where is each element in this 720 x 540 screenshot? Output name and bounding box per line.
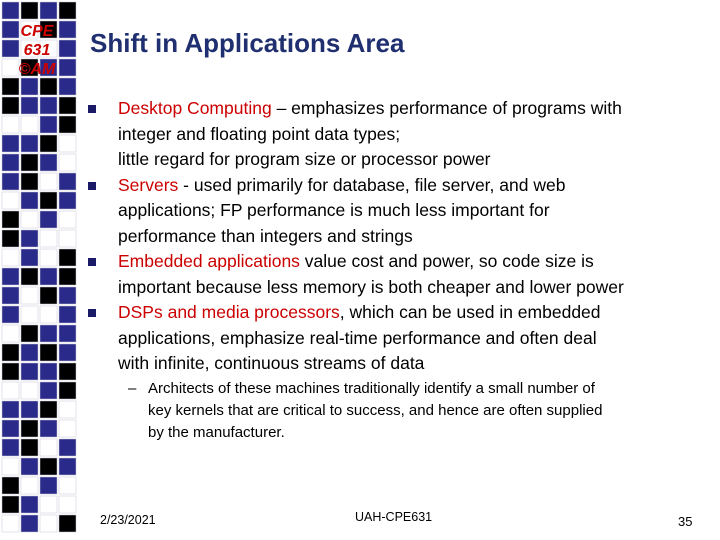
strip-square [2,78,19,95]
strip-square [40,268,57,285]
strip-square [21,211,38,228]
strip-square [59,135,76,152]
strip-square [2,173,19,190]
strip-square [21,458,38,475]
page-number: 35 [678,514,693,529]
strip-square [21,382,38,399]
strip-square [40,78,57,95]
sub-bullet-line: Architects of these machines traditionally identify a small number of [148,380,595,397]
bullet-item-desktop [88,96,708,173]
strip-square [21,420,38,437]
strip-square [21,173,38,190]
strip-square [21,401,38,418]
strip-square [2,382,19,399]
strip-square [40,344,57,361]
strip-square [59,173,76,190]
bullet-text: value cost and power, so code size is [299,251,594,271]
bullet-term: Servers [118,174,179,195]
strip-square [2,363,19,380]
strip-square [21,344,38,361]
strip-square [2,211,19,228]
strip-square [2,477,19,494]
strip-square [59,249,76,266]
strip-square [40,477,57,494]
strip-square [21,477,38,494]
bullet-text: , which can be used in embedded [339,302,601,322]
bullet-text: – emphasizes performance of programs with [271,98,622,118]
strip-square [21,116,38,133]
logo-line-2: 631 [23,42,51,59]
strip-square [59,420,76,437]
strip-square [21,230,38,247]
strip-square [2,439,19,456]
strip-square [59,2,76,19]
strip-square [2,97,19,114]
decorative-square-strip [0,0,80,540]
slide-title: Shift in Applications Area [90,28,405,58]
strip-square [59,116,76,133]
strip-square [59,306,76,323]
strip-square [2,401,19,418]
strip-square [2,344,19,361]
strip-square [2,515,19,532]
sub-bullet-line: by the manufacturer. [148,424,285,441]
strip-square [59,325,76,342]
strip-square [59,287,76,304]
strip-square [21,287,38,304]
bullet-text: applications, emphasize real-time performance and often deal [118,327,597,348]
bullet-text: - used primarily for database, file server, and web [178,174,566,195]
strip-square [21,78,38,95]
strip-square [40,211,57,228]
strip-square [21,515,38,532]
bullet-square-icon [88,258,96,266]
strip-square [59,192,76,209]
logo-line-1: CPE [20,23,54,40]
strip-square [2,154,19,171]
strip-square [40,116,57,133]
strip-square [21,2,38,19]
strip-square [21,306,38,323]
strip-square [40,2,57,19]
bullet-square-icon [88,182,96,190]
strip-square [21,268,38,285]
strip-square [2,268,19,285]
bullet-item-dsps [88,300,708,377]
strip-square [21,135,38,152]
strip-square [2,116,19,133]
strip-square [59,382,76,399]
bullet-text: little regard for program size or processor power [118,149,491,169]
strip-square [40,135,57,152]
strip-square [2,420,19,437]
strip-square [2,135,19,152]
strip-square [40,515,57,532]
bullet-list [88,96,708,377]
strip-square [21,249,38,266]
strip-square [40,249,57,266]
bullet-text: performance than integers and strings [118,225,413,246]
strip-square [59,344,76,361]
strip-square [40,458,57,475]
bullet-item-embedded [88,249,708,300]
strip-square [59,477,76,494]
strip-square [59,496,76,513]
bullet-term: DSPs and media processors [118,302,340,322]
strip-square [2,192,19,209]
strip-square [40,306,57,323]
strip-square [2,287,19,304]
strip-square [21,496,38,513]
strip-square [59,97,76,114]
strip-square [40,192,57,209]
footer-course: UAH-CPE631 [355,510,433,524]
strip-square [40,363,57,380]
bullet-item-servers [88,173,708,250]
bullet-square-icon [88,105,96,113]
sub-bullet-line: key kernels that are critical to success, and hence are often supplied [148,402,603,419]
strip-square [40,97,57,114]
strip-square [40,439,57,456]
strip-square [59,268,76,285]
strip-square [59,439,76,456]
strip-square [40,287,57,304]
strip-square [40,382,57,399]
strip-square [2,230,19,247]
strip-square [59,363,76,380]
bullet-term: Desktop Computing [118,98,272,118]
bullet-text: important because less memory is both cheaper and lower power [118,276,624,297]
strip-square [40,325,57,342]
strip-square [21,363,38,380]
strip-square [2,249,19,266]
strip-square [59,211,76,228]
footer-date: 2/23/2021 [100,513,156,527]
strip-square [21,97,38,114]
bullet-text: with infinite, continuous streams of data [118,353,425,373]
strip-square [59,458,76,475]
strip-square [40,496,57,513]
strip-square [59,154,76,171]
strip-square [40,230,57,247]
strip-square [59,515,76,532]
course-logo [2,22,72,79]
strip-square [59,78,76,95]
bullet-term: Embedded applications [118,251,300,271]
strip-square [2,325,19,342]
bullet-text: applications; FP performance is much less important for [118,200,550,220]
bullet-square-icon [88,309,96,317]
strip-square [40,420,57,437]
strip-square [40,173,57,190]
strip-square [21,439,38,456]
dash-icon: – [128,380,137,397]
strip-square [2,496,19,513]
strip-square [59,230,76,247]
strip-square [21,325,38,342]
strip-square [2,458,19,475]
strip-square [40,154,57,171]
bullet-text: integer and floating point data types; [118,123,401,144]
strip-square [21,154,38,171]
logo-line-3: ©AM [18,61,56,78]
strip-square [21,192,38,209]
strip-square [40,401,57,418]
strip-square [2,2,19,19]
strip-square [59,401,76,418]
strip-square [2,306,19,323]
sub-bullet [128,378,708,444]
